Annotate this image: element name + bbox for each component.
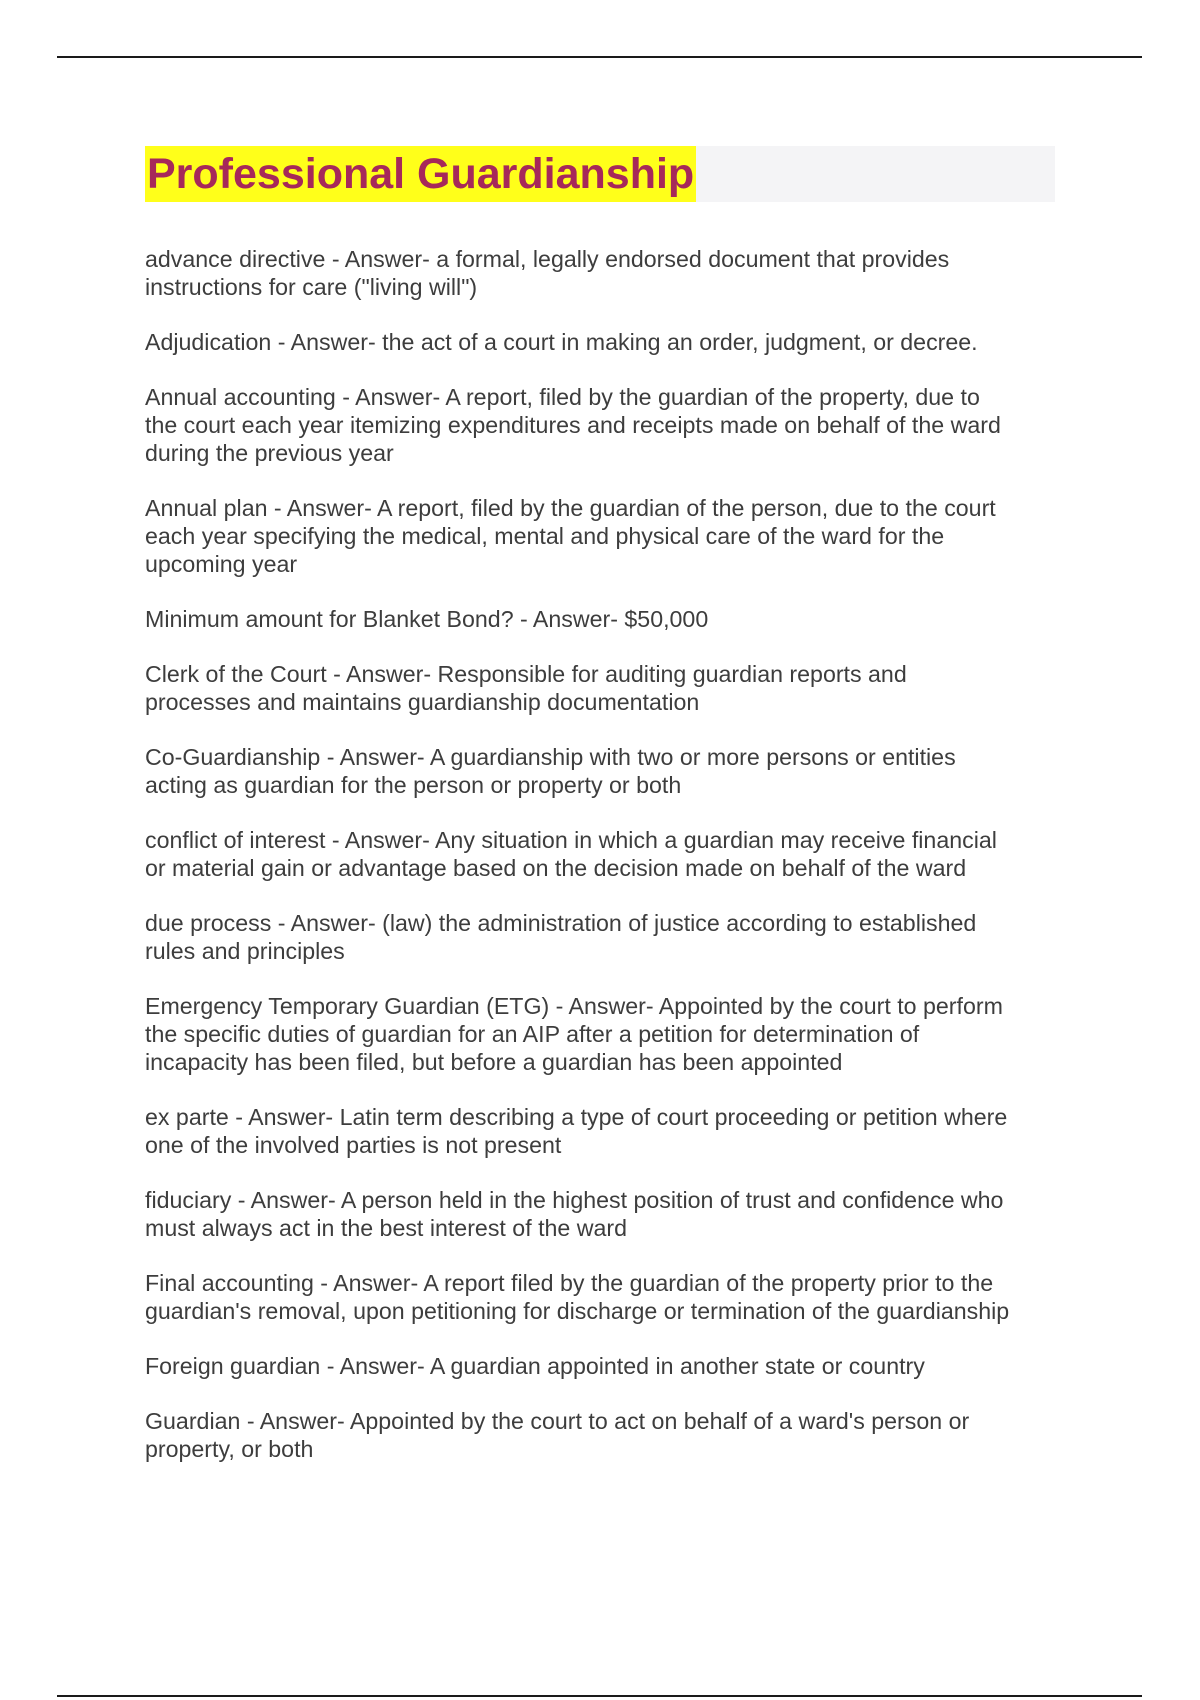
bottom-rule [57, 1695, 1142, 1697]
glossary-entry [145, 1269, 1065, 1325]
entry-line: Co-Guardianship - Answer- A guardianship with two or more persons or entities [145, 744, 956, 770]
entry-line: Final accounting - Answer- A report filed by the guardian of the property prior to the [145, 1270, 994, 1296]
glossary-entry [145, 328, 1065, 356]
glossary-entry [145, 992, 1065, 1076]
entry-line: must always act in the best interest of the ward [145, 1215, 628, 1241]
entry-line: fiduciary - Answer- A person held in the highest position of trust and confidence who [145, 1187, 1004, 1213]
entry-line: or material gain or advantage based on the decision made on behalf of the ward [145, 855, 967, 881]
entry-line: guardian's removal, upon petitioning for discharge or termination of the guardianship [145, 1298, 1010, 1324]
entry-line: Guardian - Answer- Appointed by the court to act on behalf of a ward's person or [145, 1408, 970, 1434]
glossary-entry [145, 1352, 1065, 1380]
entry-line: advance directive - Answer- a formal, legally endorsed document that provides [145, 246, 950, 272]
entry-line: acting as guardian for the person or property or both [145, 772, 682, 798]
glossary-entry [145, 909, 1065, 965]
entry-line: the specific duties of guardian for an AIP after a petition for determination of [145, 1021, 920, 1047]
entry-line: Annual accounting - Answer- A report, filed by the guardian of the property, due to [145, 384, 980, 410]
entry-line: processes and maintains guardianship documentation [145, 689, 700, 715]
entry-line: Minimum amount for Blanket Bond? - Answer- $50,000 [145, 606, 709, 632]
glossary-entry [145, 1407, 1065, 1463]
glossary-entry [145, 494, 1065, 578]
entry-line: each year specifying the medical, mental and physical care of the ward for the [145, 523, 945, 549]
entry-line: rules and principles [145, 938, 345, 964]
glossary-entry [145, 1186, 1065, 1242]
entry-line: during the previous year [145, 440, 394, 466]
glossary-entry [145, 660, 1065, 716]
entry-line: Foreign guardian - Answer- A guardian appointed in another state or country [145, 1353, 925, 1379]
glossary-entry [145, 605, 1065, 633]
entry-line: property, or both [145, 1436, 314, 1462]
glossary-entry [145, 743, 1065, 799]
glossary-entry [145, 245, 1065, 301]
entry-line: Clerk of the Court - Answer- Responsible for auditing guardian reports and [145, 661, 907, 687]
entry-line: incapacity has been filed, but before a guardian has been appointed [145, 1049, 843, 1075]
glossary-entry [145, 1103, 1065, 1159]
top-rule [57, 56, 1142, 58]
entry-line: conflict of interest - Answer- Any situation in which a guardian may receive financial [145, 827, 997, 853]
entry-line: Adjudication - Answer- the act of a court in making an order, judgment, or decree. [145, 329, 978, 355]
entry-line: Emergency Temporary Guardian (ETG) - Answer- Appointed by the court to perform [145, 993, 1003, 1019]
glossary-entry [145, 826, 1065, 882]
entry-line: upcoming year [145, 551, 298, 577]
entry-line: one of the involved parties is not present [145, 1132, 562, 1158]
entry-line: instructions for care ("living will") [145, 274, 478, 300]
entry-line: Annual plan - Answer- A report, filed by the guardian of the person, due to the court [145, 495, 996, 521]
entry-line: due process - Answer- (law) the administration of justice according to established [145, 910, 977, 936]
entry-list [145, 245, 1065, 1490]
glossary-entry [145, 383, 1065, 467]
entry-line: ex parte - Answer- Latin term describing a type of court proceeding or petition where [145, 1104, 1008, 1130]
entry-line: the court each year itemizing expenditures and receipts made on behalf of the ward [145, 412, 1001, 438]
document-title: Professional Guardianship [145, 146, 696, 202]
